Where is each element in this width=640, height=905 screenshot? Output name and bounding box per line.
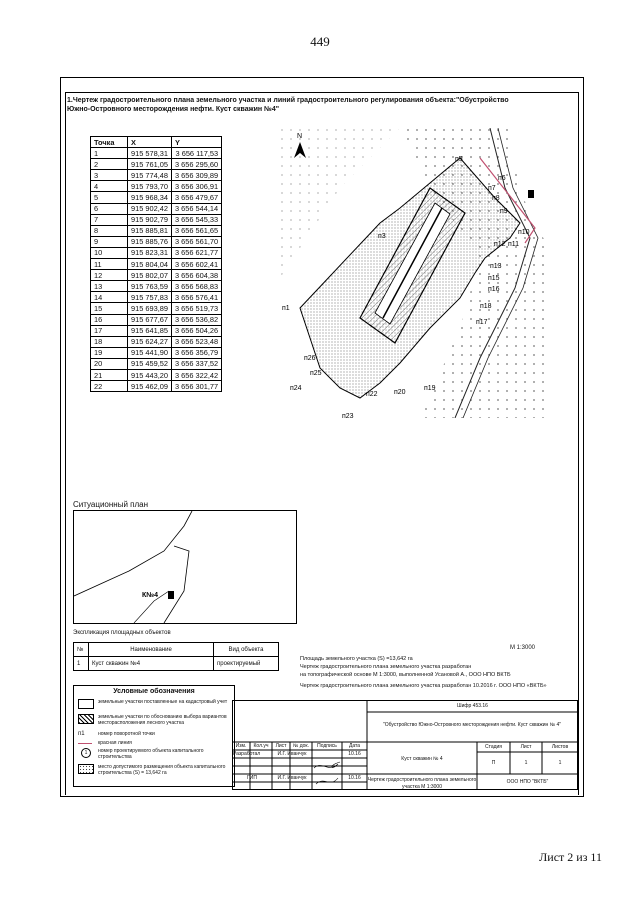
legend-text: место допустимого размещения объекта капитального строительства (S) = 13,642 га — [98, 764, 226, 776]
coords-cell-n: 5 — [91, 192, 128, 203]
coords-cell-y: 3 656 479,67 — [172, 192, 222, 203]
coords-cell-x: 915 902,79 — [128, 214, 172, 225]
coords-cell-y: 3 656 356,79 — [172, 347, 222, 358]
explication-table — [73, 642, 279, 671]
exp-head-num: № — [74, 643, 89, 657]
legend-item — [78, 731, 230, 739]
legend-point-symbol: п1 — [78, 731, 85, 737]
legend-text: земельные участки по обоснованию выбора вариантов месторасположения лесного участка — [98, 714, 227, 726]
legend-swatch-cadastral — [78, 699, 94, 709]
coords-cell-n: 22 — [91, 381, 128, 392]
coords-row — [91, 347, 222, 358]
coords-cell-x: 915 443,20 — [128, 369, 172, 380]
legend-object-symbol: 1 — [81, 748, 91, 758]
stamp-stage-head: Стадия — [484, 744, 503, 750]
stamp-project: "Обустройство Южно-Островного месторождения нефти. Куст скважин № 4" — [382, 722, 562, 728]
coords-cell-x: 915 802,07 — [128, 270, 172, 281]
stamp-col-date: Дата — [348, 743, 361, 749]
stamp-object: Куст скважин № 4 — [401, 756, 443, 762]
drawing-title: 1.Чертеж градостроительного плана земельного участка и линий градостроительного регулирования объекта:"Обустройство Южно-Островного месторождения нефти. Куст скважин №4" — [67, 97, 509, 113]
coords-cell-y: 3 656 561,70 — [172, 236, 222, 247]
coords-cell-y: 3 656 309,89 — [172, 170, 222, 181]
coords-cell-n: 18 — [91, 336, 128, 347]
point-label-p5: п5 — [455, 156, 463, 163]
point-label-p15: п15 — [488, 275, 500, 282]
coords-cell-n: 4 — [91, 181, 128, 192]
stamp-dev-role: Разработал — [233, 751, 261, 757]
stamp-sheet-val: 1 — [524, 760, 528, 766]
point-label-p9: п9 — [500, 208, 508, 215]
coords-cell-x: 915 641,85 — [128, 325, 172, 336]
situational-plan-box — [73, 510, 297, 624]
coords-cell-x: 915 793,70 — [128, 181, 172, 192]
scale-label: М 1:3000 — [510, 645, 536, 651]
main-map — [280, 128, 550, 418]
coords-cell-y: 3 656 568,83 — [172, 281, 222, 292]
coords-cell-y: 3 656 519,73 — [172, 303, 222, 314]
coords-cell-n: 2 — [91, 159, 128, 170]
point-label-p1: п1 — [282, 305, 290, 312]
coords-cell-x: 915 774,48 — [128, 170, 172, 181]
coords-cell-n: 6 — [91, 203, 128, 214]
coords-cell-x: 915 885,76 — [128, 236, 172, 247]
stamp-col-doc: № док. — [292, 743, 310, 749]
coords-cell-n: 10 — [91, 247, 128, 258]
legend-title: Условные обозначения — [113, 688, 195, 695]
coords-cell-n: 3 — [91, 170, 128, 181]
point-label-p19: п19 — [424, 385, 436, 392]
stamp-stage-val: П — [491, 760, 496, 766]
point-label-p3: п3 — [378, 233, 386, 240]
coords-cell-n: 1 — [91, 148, 128, 159]
coords-cell-n: 11 — [91, 259, 128, 270]
coords-header-point: Точка — [91, 137, 128, 148]
coords-cell-x: 915 968,34 — [128, 192, 172, 203]
legend-red-line-swatch — [78, 743, 92, 744]
coords-row — [91, 203, 222, 214]
legend-text: земельные участки поставленные на кадастровый учет — [98, 699, 228, 705]
coords-cell-n: 13 — [91, 281, 128, 292]
coords-cell-n: 20 — [91, 358, 128, 369]
coords-cell-n: 21 — [91, 369, 128, 380]
point-label-p20: п20 — [394, 389, 406, 396]
coords-cell-x: 915 761,05 — [128, 159, 172, 170]
area-note-3: на топографической основе М 1:3000, выполненной Усановой А., ООО НПО ВКТБ — [300, 672, 511, 678]
point-label-p6: п6 — [498, 175, 506, 182]
point-label-p8: п8 — [492, 195, 500, 202]
exp-cell-type: проектируемый — [214, 657, 279, 671]
coords-row — [91, 259, 222, 270]
stamp-gip-role: ГИП — [247, 775, 257, 781]
point-label-p25: п25 — [310, 370, 322, 377]
legend-text: номер поворотной точки — [98, 731, 155, 737]
coords-cell-x: 915 902,42 — [128, 203, 172, 214]
legend-item — [78, 714, 230, 728]
coords-cell-x: 915 462,09 — [128, 381, 172, 392]
coords-cell-y: 3 656 576,41 — [172, 292, 222, 303]
stamp-sheet-title: Чертеж градостроительного плана земельного участка М 1:3000 — [367, 777, 477, 790]
coords-row — [91, 358, 222, 369]
legend-swatch-variants — [78, 714, 94, 724]
coords-cell-x: 915 804,04 — [128, 259, 172, 270]
coords-cell-x: 915 578,31 — [128, 148, 172, 159]
coords-cell-n: 14 — [91, 292, 128, 303]
coords-cell-y: 3 656 117,53 — [172, 148, 222, 159]
point-label-p18: п18 — [480, 303, 492, 310]
coords-cell-x: 915 693,89 — [128, 303, 172, 314]
stamp-col-kol: Кол.уч — [253, 743, 269, 749]
coords-cell-x: 915 763,59 — [128, 281, 172, 292]
legend — [73, 685, 235, 787]
coords-row — [91, 247, 222, 258]
coords-cell-x: 915 677,67 — [128, 314, 172, 325]
coords-row — [91, 281, 222, 292]
stamp-sheets-head: Листов — [551, 744, 569, 750]
coords-cell-y: 3 656 621,77 — [172, 247, 222, 258]
point-label-p22: п22 — [366, 391, 378, 398]
coords-cell-y: 3 656 301,77 — [172, 381, 222, 392]
coords-cell-n: 16 — [91, 314, 128, 325]
legend-item — [78, 748, 230, 761]
point-label-p17: п17 — [476, 319, 488, 326]
coords-cell-n: 19 — [91, 347, 128, 358]
stamp-sheets-val: 1 — [558, 760, 562, 766]
legend-text: номер проектируемого объекта капитального строительства — [98, 748, 204, 760]
coords-cell-x: 915 624,27 — [128, 336, 172, 347]
sheet-note: Лист 2 из 11 — [539, 850, 602, 864]
legend-item — [78, 764, 230, 778]
stamp-date-2: 10.16 — [348, 775, 361, 781]
stamp-date-1: 10.16 — [348, 751, 361, 757]
explication-title: Экспликация площадных объектов — [73, 630, 171, 636]
title-block — [232, 700, 578, 790]
coords-row — [91, 148, 222, 159]
situational-plan-map — [74, 511, 296, 623]
coords-cell-y: 3 656 545,33 — [172, 214, 222, 225]
stamp-col-list: Лист — [275, 743, 287, 749]
coords-row — [91, 192, 222, 203]
point-label-p23: п23 — [342, 413, 354, 418]
coords-cell-n: 15 — [91, 303, 128, 314]
point-label-p16: п16 — [488, 286, 500, 293]
coords-row — [91, 336, 222, 347]
exp-cell-name: Куст скважин №4 — [89, 657, 214, 671]
situational-plan-label: Ситуационный план — [73, 500, 149, 509]
coords-header-x: X — [128, 137, 172, 148]
coords-row — [91, 381, 222, 392]
coords-row — [91, 225, 222, 236]
stamp-org: ООО НПО "ВКТБ" — [506, 779, 549, 785]
exp-cell-num: 1 — [74, 657, 89, 671]
area-note-4: Чертеж градостроительного плана земельного участка разработан 10.2016 г. ООО НПО «ВКТБ» — [300, 683, 547, 689]
coords-header-y: Y — [172, 137, 222, 148]
exp-head-type: Вид объекта — [214, 643, 279, 657]
coords-row — [91, 325, 222, 336]
coords-cell-x: 915 757,83 — [128, 292, 172, 303]
coords-row — [91, 292, 222, 303]
coords-cell-y: 3 656 504,26 — [172, 325, 222, 336]
coords-row — [91, 170, 222, 181]
coords-cell-y: 3 656 295,60 — [172, 159, 222, 170]
coords-cell-y: 3 656 306,91 — [172, 181, 222, 192]
point-label-p12: п12 — [494, 241, 506, 248]
coords-row — [91, 236, 222, 247]
point-label-p7: п7 — [488, 185, 496, 192]
stamp-gip-name: И.Г. Иванчук — [277, 775, 307, 781]
coords-cell-y: 3 656 337,52 — [172, 358, 222, 369]
legend-item — [78, 740, 230, 747]
stamp-dev-name: И.Г. Иванчук — [277, 751, 307, 757]
coords-row — [91, 214, 222, 225]
coords-cell-n: 8 — [91, 225, 128, 236]
coords-cell-x: 915 459,52 — [128, 358, 172, 369]
area-note-1: Площадь земельного участка (S) =13,642 га — [300, 656, 413, 662]
coords-row — [91, 181, 222, 192]
coords-cell-x: 915 441,90 — [128, 347, 172, 358]
coords-row — [91, 270, 222, 281]
coords-cell-y: 3 656 322,42 — [172, 369, 222, 380]
point-label-p24: п24 — [290, 385, 302, 392]
coords-cell-n: 17 — [91, 325, 128, 336]
tower-marker — [528, 190, 534, 198]
point-label-p10: п10 — [518, 229, 530, 236]
legend-item — [78, 699, 230, 711]
coords-cell-y: 3 656 523,48 — [172, 336, 222, 347]
legend-swatch-allowed-area — [78, 764, 94, 774]
coords-row — [91, 314, 222, 325]
stamp-code: Шифр 453.16 — [457, 703, 488, 709]
point-label-p11: п11 — [508, 241, 520, 248]
north-label: N — [297, 133, 303, 140]
coords-table-body — [91, 148, 222, 392]
point-label-p13: п13 — [490, 263, 502, 270]
situational-site-label: К№4 — [142, 592, 158, 599]
coords-cell-y: 3 656 602,41 — [172, 259, 222, 270]
coords-cell-x: 915 823,31 — [128, 247, 172, 258]
coords-cell-y: 3 656 544,14 — [172, 203, 222, 214]
coordinates-table — [90, 136, 222, 392]
legend-text: красная линия — [98, 740, 132, 746]
area-notes — [300, 655, 547, 690]
coords-cell-y: 3 656 561,65 — [172, 225, 222, 236]
exp-head-name: Наименование — [89, 643, 214, 657]
site-marker — [168, 591, 174, 599]
coords-cell-n: 7 — [91, 214, 128, 225]
coords-cell-y: 3 656 604,38 — [172, 270, 222, 281]
coords-cell-n: 9 — [91, 236, 128, 247]
area-note-2: Чертеж градостроительного плана земельного участка разработан — [300, 664, 472, 670]
stamp-sheet-head: Лист — [520, 744, 532, 750]
coords-cell-n: 12 — [91, 270, 128, 281]
stamp-col-sign: Подпись — [317, 743, 337, 749]
coords-row — [91, 369, 222, 380]
page-number: 449 — [310, 34, 330, 49]
stamp-col-izm: Изм. — [235, 743, 247, 749]
coords-cell-y: 3 656 536,82 — [172, 314, 222, 325]
coords-row — [91, 159, 222, 170]
coords-cell-x: 915 885,81 — [128, 225, 172, 236]
point-label-p26: п26 — [304, 355, 316, 362]
coords-row — [91, 303, 222, 314]
